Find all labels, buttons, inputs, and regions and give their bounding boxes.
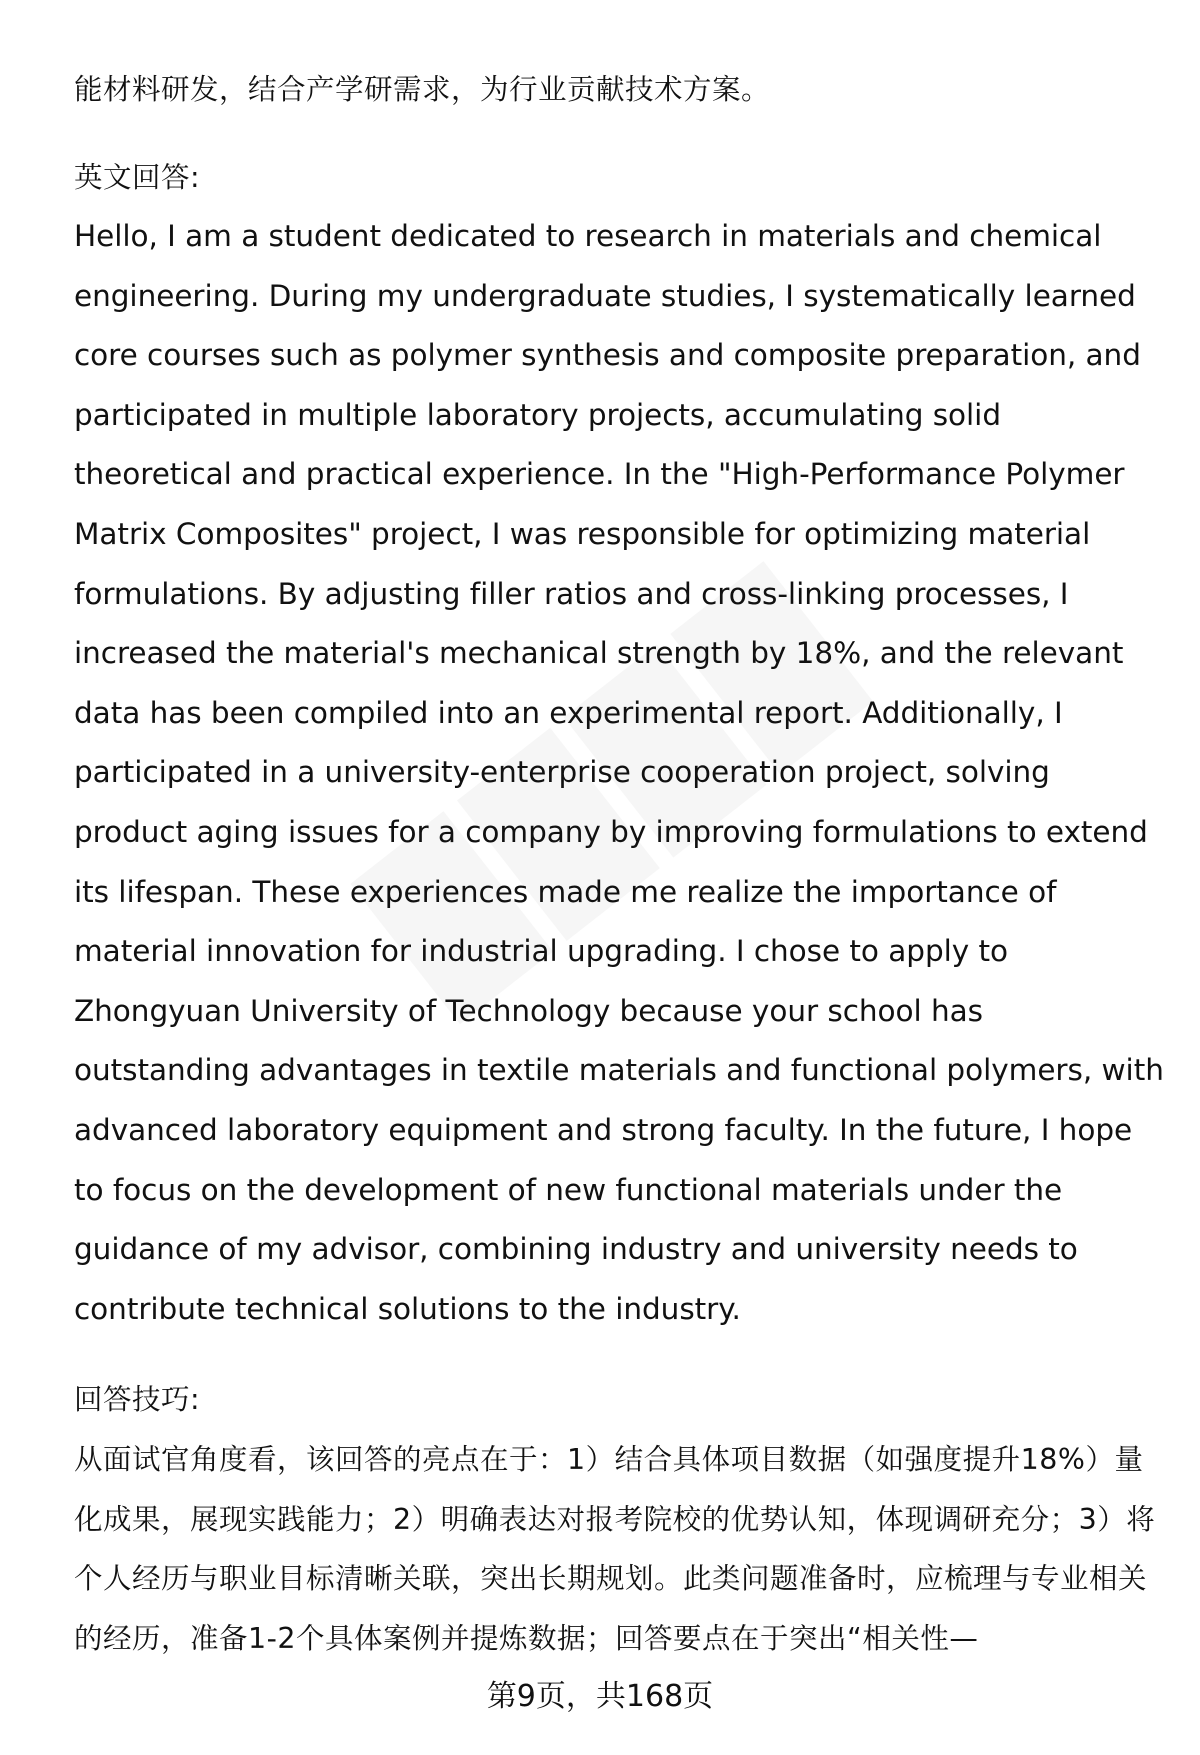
tips-body: 从面试官角度看，该回答的亮点在于：1）结合具体项目数据（如强度提升18%）量化成果，展现实践能力；2）明确表达对报考院校的优势认知，体现调研充分；3）将个人经历与职业目标清晰关联，突出长期规划。此类问题准备时，应梳理与专业相关的经历，准备1-2个具体案例并提炼数据；回答要点在于突出“相关性— — [74, 1443, 1156, 1655]
english-answer-body: Hello, I am a student dedicated to research in materials and chemical engineering. During my undergraduate studies, I systematically learned core courses such as polymer synthesis and composite preparation, and participated in multiple laboratory projects, accumulating solid theoretical and practical experience. In the "High-Performance Polymer Matrix Composites" project, I was responsible for optimizing material formulations. By adjusting filler ratios and cross-linking processes, I increased the material's mechanical strength by 18%, and the relevant data has been compiled into an experimental report. Additionally, I participated in a university-enterprise cooperation project, solving product aging issues for a company by improving formulations to extend its lifespan. These experiences made me realize the importance of material innovation for industrial upgrading. I chose to apply to Zhongyuan University of Technology because your school has outstanding advantages in textile materials and functional polymers, with advanced laboratory equipment and strong faculty. In the future, I hope to focus on the development of new functional materials under the guidance of my advisor, combining industry and university needs to contribute technical solutions to the industry. — [74, 219, 1164, 1326]
tips-heading: 回答技巧: — [74, 1383, 201, 1416]
intro-paragraph-tail: 能材料研发，结合产学研需求，为行业贡献技术方案。 — [74, 73, 771, 106]
page-number-footer: 第9页，共168页 — [486, 1679, 714, 1714]
english-answer-heading: 英文回答: — [74, 161, 201, 194]
